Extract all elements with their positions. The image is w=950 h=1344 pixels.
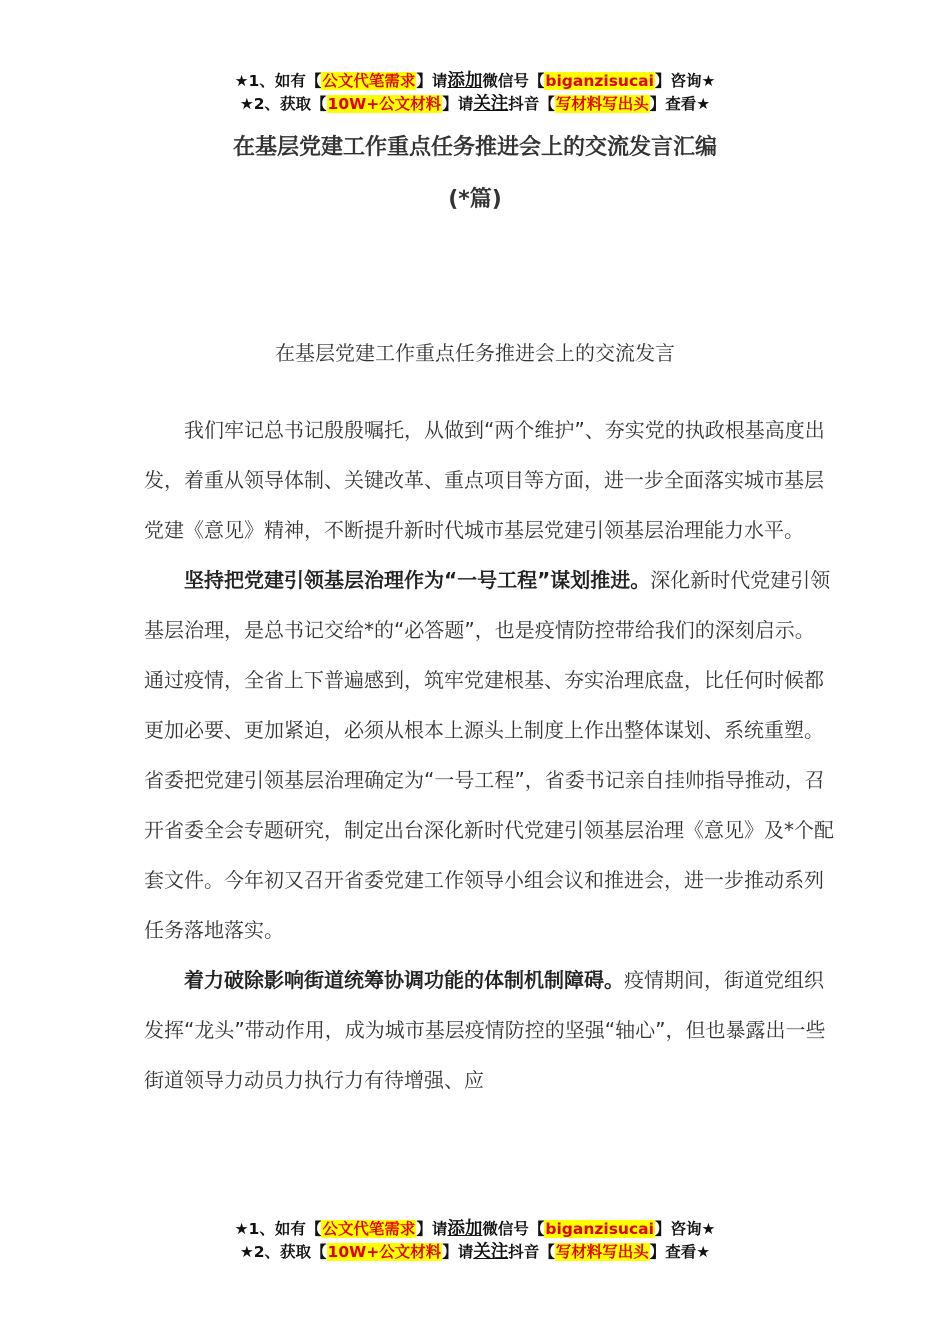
banner-text: 】请 (416, 72, 448, 90)
banner-text: 微信号【 (482, 72, 545, 90)
banner-highlight: 写材料写出头 (555, 95, 649, 113)
banner-text: ★1、如有【 (234, 1220, 322, 1238)
banner-text: 抖音【 (508, 1243, 555, 1261)
paragraph-2 (144, 555, 834, 955)
banner-text: 】咨询★ (654, 1220, 716, 1238)
paragraph-lead: 坚持把党建引领基层治理作为“一号工程”谋划推进。 (184, 568, 651, 592)
paragraph-text: 疫情期间，街道党组织发挥“龙头”带动作用，成为城市基层疫情防控的坚强“轴心”，但也暴露出一些街道领导力动员力执行力有待增强、应 (144, 968, 826, 1092)
banner-emphasis: 关注 (473, 94, 509, 114)
banner-text: ★2、获取【 (239, 1243, 327, 1261)
banner-line-1 (0, 70, 950, 93)
document-title: 在基层党建工作重点任务推进会上的交流发言汇编 (232, 135, 717, 160)
banner-line-2 (0, 1241, 950, 1264)
header-banner (0, 70, 950, 116)
banner-emphasis: 添加 (447, 1219, 483, 1239)
banner-highlight: 公文代笔需求 (322, 1220, 416, 1238)
banner-text: ★1、如有【 (234, 72, 322, 90)
banner-highlight: 公文代笔需求 (322, 72, 416, 90)
banner-emphasis: 关注 (473, 1242, 509, 1262)
banner-text: ★2、获取【 (239, 95, 327, 113)
banner-text: 微信号【 (482, 1220, 545, 1238)
banner-text: 】请 (442, 1243, 474, 1261)
banner-highlight: biganzisucai (545, 1220, 654, 1238)
banner-line-2 (0, 93, 950, 116)
paragraph-3 (144, 955, 834, 1105)
banner-highlight: 10W+公文材料 (327, 95, 442, 113)
document-subtitle: 在基层党建工作重点任务推进会上的交流发言 (275, 341, 675, 365)
banner-highlight: 写材料写出头 (555, 1243, 649, 1261)
footer-banner (0, 1218, 950, 1264)
paragraph-text: 深化新时代党建引领基层治理，是总书记交给*的“必答题”，也是疫情防控带给我们的深刻启示。通过疫情，全省上下普遍感到，筑牢党建根基、夯实治理底盘，比任何时候都更加必要、更加紧迫，必须从根本上源头上制度上作出整体谋划、系统重塑。省委把党建引领基层治理确定为“一号工程”，省委书记亲自挂帅指导推动，召开省委全会专题研究，制定出台深化新时代党建引领基层治理《意见》及*个配套文件。今年初又召开省委党建工作领导小组会议和推进会，进一步推动系列任务落地落实。 (144, 568, 834, 942)
banner-text: 】请 (416, 1220, 448, 1238)
banner-text: 抖音【 (508, 95, 555, 113)
banner-highlight: biganzisucai (545, 72, 654, 90)
paragraph-1 (144, 405, 834, 555)
banner-emphasis: 添加 (447, 71, 483, 91)
banner-text: 】咨询★ (654, 72, 716, 90)
banner-line-1 (0, 1218, 950, 1241)
document-body (144, 405, 834, 1105)
banner-highlight: 10W+公文材料 (327, 1243, 442, 1261)
banner-text: 】查看★ (649, 95, 711, 113)
paragraph-lead: 着力破除影响街道统筹协调功能的体制机制障碍。 (184, 968, 624, 992)
document-title-sub: (*篇) (448, 187, 502, 212)
paragraph-text: 我们牢记总书记殷殷嘱托，从做到“两个维护”、夯实党的执政根基高度出发，着重从领导体制、关键改革、重点项目等方面，进一步全面落实城市基层党建《意见》精神，不断提升新时代城市基层党建引领基层治理能力水平。 (144, 418, 825, 542)
banner-text: 】查看★ (649, 1243, 711, 1261)
banner-text: 】请 (442, 95, 474, 113)
